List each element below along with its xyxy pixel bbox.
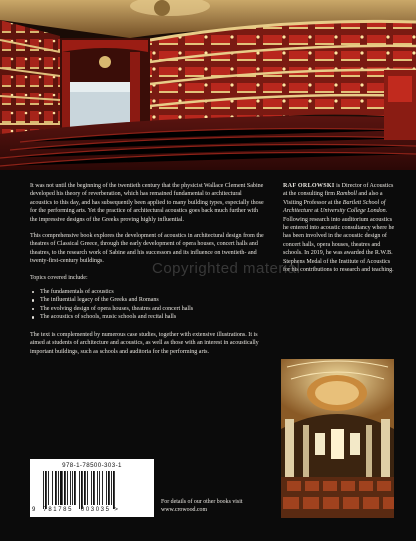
author-bio bbox=[283, 182, 395, 274]
bio-text: at bbox=[312, 208, 321, 215]
bio-text: Following research into auditorium acoustics he entered into acoustic consultancy where he has been involved in the acoustic design of concert halls, opera houses, theatres and schools. In 2019, he was awarded the R.W.B. Stephens Medal of the Institute of Acoustics for his contributions to research and teaching. bbox=[283, 216, 395, 274]
copyright-watermark: Copyrighted material bbox=[152, 260, 301, 277]
blurb-paragraph-3: The text is complemented by numerous case studies, together with extensive illustrations. It is aimed at students of architecture and acoustics, as well as those with an interest in acoustically important buildings, such as schools and auditoria for the performing arts. bbox=[30, 331, 259, 355]
barcode-bar bbox=[108, 471, 110, 505]
blurb-paragraph-1: It was not until the beginning of the twentieth century that the physicist Wallace Clement Sabine developed his theory of reverberation, which has remained fundamental to architectural acoustics to this day, and has subsequently been applied to many building types, especially those for the performing arts. Yet the practice of architectural acoustics goes back much further with the impressive designs of the Greeks proving highly influential. bbox=[30, 183, 264, 223]
publisher-footer bbox=[161, 498, 281, 514]
barcode-bar bbox=[64, 471, 66, 505]
theatre-interior-photo bbox=[0, 0, 416, 170]
footer-line: For details of our other books visit bbox=[161, 499, 243, 505]
isbn-barcode bbox=[30, 459, 154, 517]
barcode-bar bbox=[45, 471, 47, 509]
barcode-bar bbox=[58, 471, 59, 505]
school-name: Bartlett School of Architecture bbox=[283, 199, 386, 215]
firm-name: Ramboll bbox=[336, 191, 357, 198]
barcode-bar bbox=[48, 471, 49, 505]
barcode-bar bbox=[91, 471, 92, 505]
barcode-group-1: 781785 bbox=[43, 507, 74, 513]
barcode-bar bbox=[87, 471, 88, 505]
barcode-bar bbox=[79, 471, 80, 509]
publisher-website: www.crowood.com bbox=[161, 507, 208, 513]
barcode-bar bbox=[111, 471, 112, 505]
barcode-bar bbox=[84, 471, 86, 505]
bio-text: is Director of Acoustics at the consulting firm bbox=[283, 183, 394, 198]
barcode-addon-marker: > bbox=[114, 507, 119, 513]
barcode-digits bbox=[32, 507, 152, 513]
barcode-bar bbox=[60, 471, 63, 505]
barcode-bar bbox=[93, 471, 95, 505]
barcode-bar bbox=[102, 471, 103, 505]
barcode-bar bbox=[106, 471, 107, 505]
topic-item: The evolving design of opera houses, theatres and concert halls bbox=[40, 305, 265, 313]
topic-item: The influential legacy of the Greeks and Romans bbox=[40, 296, 265, 304]
barcode-bars bbox=[41, 471, 143, 509]
barcode-bar bbox=[74, 471, 76, 505]
barcode-bar bbox=[55, 471, 57, 505]
blurb-column bbox=[30, 182, 265, 364]
barcode-bar bbox=[113, 471, 115, 509]
topics-heading: Topics covered include: bbox=[30, 274, 88, 281]
bio-text: and also a Visiting Professor at the bbox=[283, 191, 383, 206]
barcode-bar bbox=[81, 471, 83, 509]
topics-list bbox=[30, 288, 265, 322]
blurb-paragraph-2: This comprehensive book explores the development of acoustics in architectural design from the theatres of Classical Greece, through the early development of opera houses, concert halls and theatres, to the research work of Sabine and his successors and its influence on twentieth- and twenty-first-century buildings. bbox=[30, 233, 264, 265]
barcode-bar bbox=[43, 471, 44, 509]
barcode-group-2: 003035 bbox=[80, 507, 111, 513]
barcode-lead-digit: 9 bbox=[32, 507, 36, 513]
barcode-bar bbox=[99, 471, 100, 505]
barcode-bar bbox=[67, 471, 68, 505]
topic-item: The acoustics of schools, music schools and recital halls bbox=[40, 313, 265, 321]
barcode-bar bbox=[97, 471, 98, 505]
isbn-number: 978-1-78500-303-1 bbox=[62, 462, 122, 469]
college-name: University College London. bbox=[320, 208, 388, 215]
hall-interior-photo bbox=[281, 359, 394, 518]
barcode-bar bbox=[72, 471, 73, 505]
theatre-illustration bbox=[0, 0, 416, 170]
topic-item: The fundamentals of acoustics bbox=[40, 288, 265, 296]
hall-illustration bbox=[281, 359, 394, 518]
author-name: RAF ORLOWSKI bbox=[283, 183, 335, 189]
barcode-bar bbox=[52, 471, 53, 505]
barcode-bar bbox=[70, 471, 71, 505]
